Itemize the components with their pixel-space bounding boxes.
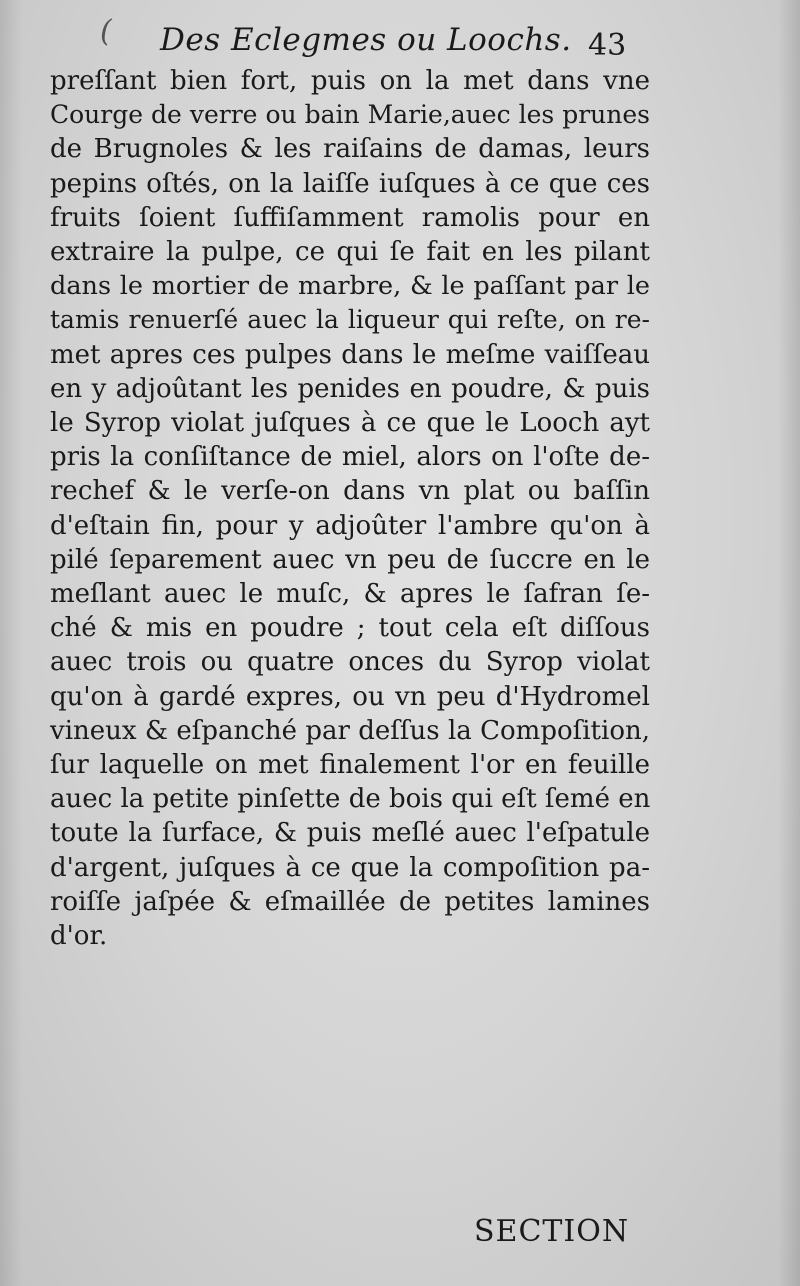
- body-line: en y adjoûtant les penides en poudre, & puis: [50, 373, 650, 404]
- page-edge-shadow-right: [778, 0, 800, 1286]
- body-line: ſur laquelle on met finalement l'or en feuille: [50, 750, 650, 781]
- body-line: d'eſtain fin, pour y adjoûter l'ambre qu'on à: [50, 510, 650, 541]
- body-line: auec la petite pinſette de bois qui eſt ſemé en: [50, 784, 651, 815]
- body-line: extraire la pulpe, ce qui ſe fait en les pilant: [50, 237, 650, 268]
- body-line: roiſſe jaſpée & eſmaillée de petites lamines: [50, 886, 650, 917]
- body-line: le Syrop violat juſques à ce que le Looch ayt: [50, 408, 650, 439]
- body-line: pilé ſeparement auec vn peu de ſuccre en le: [50, 544, 650, 575]
- body-line: ché & mis en poudre ; tout cela eſt diſſous: [50, 613, 650, 644]
- body-line: tamis renuerſé auec la liqueur qui reſte, on re-: [50, 305, 650, 335]
- body-line: fruits ſoient ſuffiſamment ramolis pour en: [50, 202, 650, 233]
- body-line: auec trois ou quatre onces du Syrop violat: [50, 647, 650, 678]
- body-line: pris la conſiſtance de miel, alors on l'oſte de-: [50, 442, 650, 473]
- body-line: met apres ces pulpes dans le meſme vaiſſeau: [50, 339, 650, 370]
- body-line: rechef & le verſe-on dans vn plat ou baſſin: [50, 476, 650, 507]
- body-line: vineux & eſpanché par deſſus la Compoſition,: [50, 715, 650, 746]
- page-edge-shadow-left: [0, 0, 22, 1286]
- body-text: [50, 64, 650, 953]
- margin-bracket-mark: (: [100, 14, 112, 49]
- running-head: Des Eclegmes ou Loochs.: [160, 22, 572, 58]
- body-line: qu'on à gardé expres, ou vn peu d'Hydromel: [50, 681, 650, 712]
- body-line: d'argent, juſques à ce que la compoſition pa-: [50, 852, 650, 883]
- body-line: meſlant auec le muſc, & apres le ſafran ſe-: [50, 579, 650, 610]
- page-number: 43: [588, 28, 627, 63]
- body-line: preſſant bien fort, puis on la met dans vne: [50, 66, 650, 96]
- body-line: dans le mortier de marbre, & le paſſant par le: [50, 271, 650, 302]
- body-line: pepins oſtés, on la laiſſe iuſques à ce que ces: [50, 168, 650, 199]
- body-line: d'or.: [50, 921, 108, 952]
- body-line: toute la ſurface, & puis meſlé auec l'eſpatule: [50, 818, 650, 849]
- body-line: de Brugnoles & les raiſains de damas, leurs: [50, 134, 650, 165]
- catchword: SECTION: [474, 1214, 630, 1249]
- body-line: Courge de verre ou bain Marie,auec les prunes: [50, 100, 650, 130]
